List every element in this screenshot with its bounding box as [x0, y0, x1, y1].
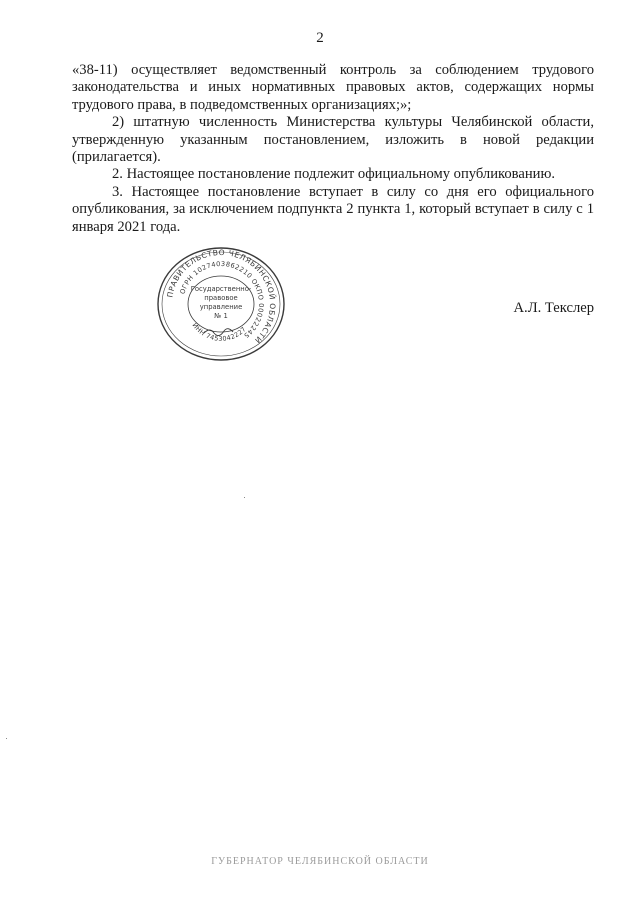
page-number: 2	[316, 30, 324, 46]
paragraph-staff-numbers: 2) штатную численность Министерства культуры Челябинской области, утвержденную указанным постановлением, изложить в новой редакции (прилагается).	[72, 114, 594, 166]
signer-name: А.Л. Текслер	[513, 300, 594, 316]
seal-center-line-1: Государственно-	[190, 285, 252, 293]
official-seal	[152, 245, 290, 363]
scan-speck	[244, 497, 245, 498]
paragraph-effective-date: 3. Настоящее постановление вступает в силу со дня его официального опубликования, за исключением подпункта 2 пункта 1, который вступает в силу с 1 января 2021 года.	[72, 183, 594, 235]
scan-speck	[6, 738, 7, 739]
seal-center-line-4: № 1	[214, 312, 228, 320]
paragraph-publication: 2. Настоящее постановление подлежит официальному опубликованию.	[112, 166, 556, 183]
footer-watermark: ГУБЕРНАТОР ЧЕЛЯБИНСКОЙ ОБЛАСТИ	[211, 856, 429, 867]
seal-inner-text: ОГРН 1027403862210 ОКПО 00022245	[178, 259, 266, 340]
document-body	[72, 62, 594, 236]
seal-center-line-3: управление	[199, 303, 243, 311]
paragraph-item-38-11: «38-11) осуществляет ведомственный контроль за соблюдением трудового законодательства и иных нормативных правовых актов, содержащих нормы трудового права, в подведомственных организациях;»;	[72, 62, 594, 113]
seal-center-line-2: правовое	[204, 294, 238, 302]
seal-outer-text: ПРАВИТЕЛЬСТВО ЧЕЛЯБИНСКОЙ ОБЛАСТИ	[165, 247, 278, 346]
seal-bottom-text: ИНН 7453042227	[190, 321, 248, 343]
seal-graphic	[152, 245, 290, 363]
